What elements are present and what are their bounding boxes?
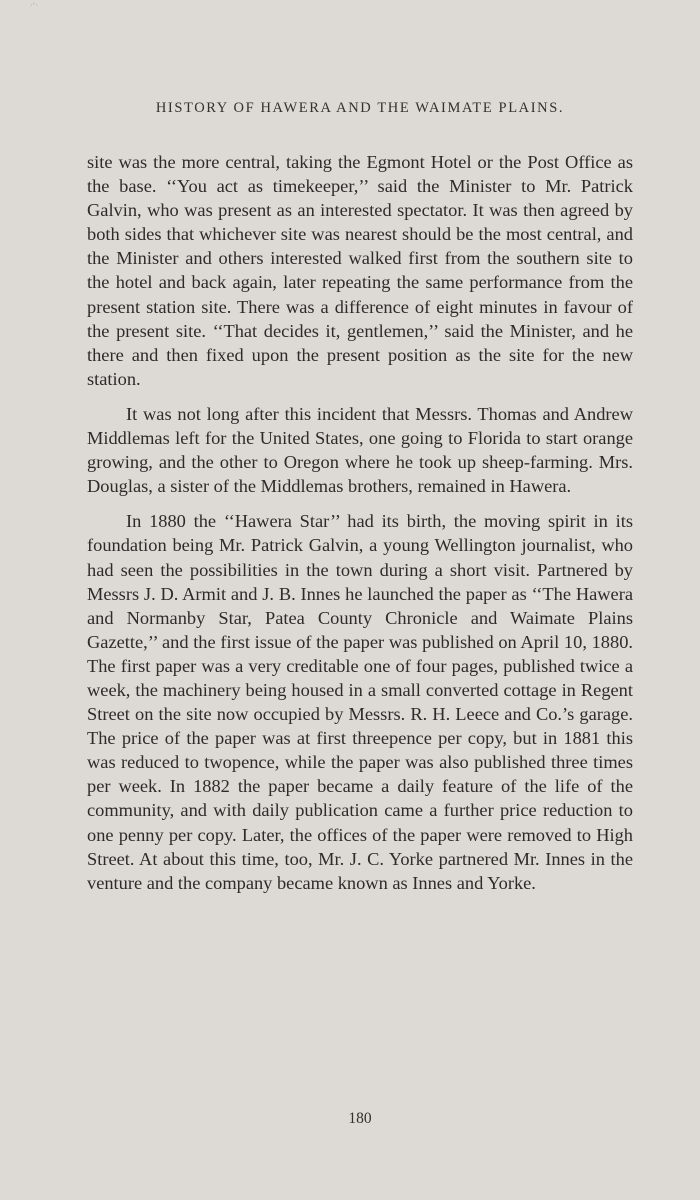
page-number: 180 — [348, 1110, 372, 1127]
paragraph-station-site: site was the more central, taking the Egmont Hotel or the Post Office as the base. ‘‘You act as timekeeper,’’ said the Minister to Mr. Patrick Galvin, who was present as an interested spectator. It was then agreed by both sides that whichever site was nearest should be the most central, and the Minister and others interested walked first from the southern site to the hotel and back again, later repeating the same performance from the present station site. There was a difference of eight minutes in favour of the present site. ‘‘That decides it, gentlemen,’’ said the Minister, and he there and then fixed upon the present position as the site for the new station. — [87, 152, 633, 389]
paragraph-hawera-star: In 1880 the ‘‘Hawera Star’’ had its birth, the moving spirit in its foundation being Mr. Patrick Galvin, a young Wellington journalist, who had seen the possibilities in the town during a short visit. Partnered by Messrs J. D. Armit and J. B. Innes he launched the paper as ‘‘The Hawera and Normanby Star, Patea County Chronicle and Waimate Plains Gazette,’’ and the first issue of the paper was published on April 10, 1880. The first paper was a very creditable one of four pages, published twice a week, the machinery being housed in a small converted cottage in Regent Street on the site now occupied by Messrs. R. H. Leece and Co.’s garage. The price of the paper was at first threepence per copy, but in 1881 this was reduced to twopence, while the paper was also published three times per week. In 1882 the paper became a daily feature of the life of the community, and with daily publication came a further price reduction to one penny per copy. Later, the offices of the paper were removed to High Street. At about this time, too, Mr. J. C. Yorke partnered Mr. Innes in the venture and the company became known as Innes and Yorke. — [87, 511, 633, 893]
page-speck: ·‘· — [30, 1, 38, 10]
paragraph-middlemas-brothers: It was not long after this incident that Messrs. Thomas and Andrew Middlemas left for the United States, one going to Florida to start orange growing, and the other to Oregon where he took up sheep-farming. Mrs. Douglas, a sister of the Middlemas brothers, remained in Hawera. — [87, 403, 633, 497]
body-text — [87, 150, 633, 895]
running-head: HISTORY OF HAWERA AND THE WAIMATE PLAINS. — [155, 100, 565, 116]
